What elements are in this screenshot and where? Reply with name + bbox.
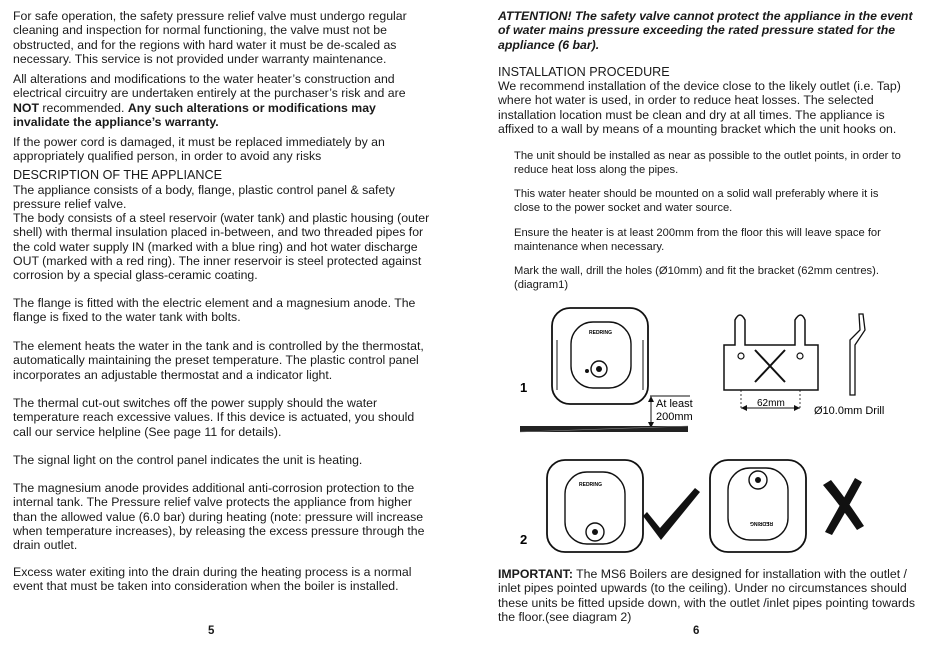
left-page	[13, 0, 433, 655]
diagram-2-label: 2	[520, 532, 528, 547]
install-step-1: The unit should be installed as near as possible to the outlet points, in order to reduce heat loss along the pipes.	[514, 150, 901, 176]
install-step-3: Ensure the heater is at least 200mm from the floor this will leave space for maintenance when necessary.	[514, 227, 881, 253]
anode-paragraph: The magnesium anode provides additional anti-corrosion protection to the internal tank. The Pressure relief valve protects the appliance from higher than the allowed value (6.0 bar) during heating (note: pressure will increase when temperature increases), by releasing the excess pressure through the drain outlet.	[13, 481, 425, 553]
bracket-side-icon	[850, 314, 865, 395]
installation-paragraph: We recommend installation of the device close to the likely outlet (i.e. Tap) where hot water is used, in order to reduce heat losses. The selected installation location must be clean and dry at all times. The appliance is affixed to a wall by means of a mounting bracket which the unit hooks on.	[498, 79, 901, 136]
warranty-warning: Any such alterations or modifications may invalidate the appliance’s warranty.	[13, 100, 376, 129]
attention-notice: ATTENTION! The safety valve cannot protect the appliance in the event of water mains pressure exceeding the rated pressure stated for the appliance (6 bar).	[498, 9, 913, 52]
diagram-1-label: 1	[520, 380, 528, 395]
power-cord-paragraph: If the power cord is damaged, it must be replaced immediately by an appropriately qualified person, in order to avoid any risks	[13, 135, 385, 164]
at-least-label: At least	[656, 398, 693, 410]
alterations-text: All alterations and modifications to the water heater’s construction and electrical circuitry are undertaken entirely at the purchaser’s risk and are	[13, 72, 406, 101]
not-emphasis: NOT	[13, 100, 39, 115]
heater-correct-orientation-icon	[547, 460, 643, 552]
mounting-bracket-icon	[724, 315, 818, 411]
signal-light-paragraph: The signal light on the control panel indicates the unit is heating.	[13, 453, 363, 467]
alterations-paragraph	[13, 72, 433, 129]
installation-diagram	[505, 300, 925, 562]
brand-logo: REDRING	[589, 330, 613, 336]
brand-logo-2: REDRING	[579, 482, 603, 488]
install-step-2: This water heater should be mounted on a solid wall preferably where it is close to the power socket and water source.	[514, 188, 879, 214]
thermal-cutout-paragraph: The thermal cut-out switches off the power supply should the water temperature reach excessive values. If this device is actuated, you should call our service helpline (See page 11 for details).	[13, 396, 415, 439]
floor-hatching-icon	[520, 426, 688, 432]
description-paragraph-2: The body consists of a steel reservoir (water tank) and plastic housing (outer shell) with thermal insulation placed in-between, and two threaded pipes for the cold water supply IN (marked with a blue ring) and hot water discharge OUT (marked with a red ring). The inner reservoir is steel protected against corrosion by a special glass-ceramic coating.	[13, 211, 430, 283]
checkmark-icon	[643, 488, 700, 540]
page-number-left: 5	[208, 625, 215, 637]
installation-heading: INSTALLATION PROCEDURE	[498, 65, 670, 79]
description-paragraph-1: The appliance consists of a body, flange, plastic control panel & safety pressure relief valve.	[13, 183, 395, 212]
important-label: IMPORTANT:	[498, 567, 573, 581]
description-heading: DESCRIPTION OF THE APPLIANCE	[13, 168, 223, 182]
flange-paragraph: The flange is fitted with the electric element and a magnesium anode. The flange is fixed to the water tank with bolts.	[13, 296, 416, 325]
distance-label: 200mm	[656, 411, 693, 423]
important-paragraph	[498, 567, 918, 624]
heater-wrong-orientation-icon	[710, 460, 806, 552]
water-heater-front-icon	[552, 308, 648, 404]
cross-icon	[823, 478, 864, 535]
element-paragraph: The element heats the water in the tank and is controlled by the thermostat, automatically maintaining the preset temperature. The plastic control panel incorporates an adjustable thermostat and a indicator light.	[13, 339, 424, 382]
centres-label: 62mm	[757, 398, 785, 409]
important-text: The MS6 Boilers are designed for installation with the outlet / inlet pipes pointed upwards (to the ceiling). Under no circumstances should these units be fitted upside down, with the outlet /inlet pipes pointing towards the floor.(see diagram 2)	[498, 567, 915, 624]
brand-logo-inverted: REDRING	[749, 520, 773, 526]
excess-water-paragraph: Excess water exiting into the drain during the heating process is a normal event that must be taken into consideration when the boiler is installed.	[13, 565, 412, 594]
alterations-text-2: recommended.	[38, 100, 128, 115]
drill-label: Ø10.0mm Drill	[814, 405, 885, 417]
install-step-4: Mark the wall, drill the holes (Ø10mm) and fit the bracket (62mm centres). (diagram1)	[514, 265, 879, 291]
page-number-right: 6	[693, 625, 700, 637]
safety-valve-paragraph: For safe operation, the safety pressure relief valve must undergo regular cleaning and inspection for normal functioning, the valve must not be obstructed, and for the regions with hard water it must be de-scaled as necessary. This service is not provided under warranty maintenance.	[13, 9, 407, 66]
